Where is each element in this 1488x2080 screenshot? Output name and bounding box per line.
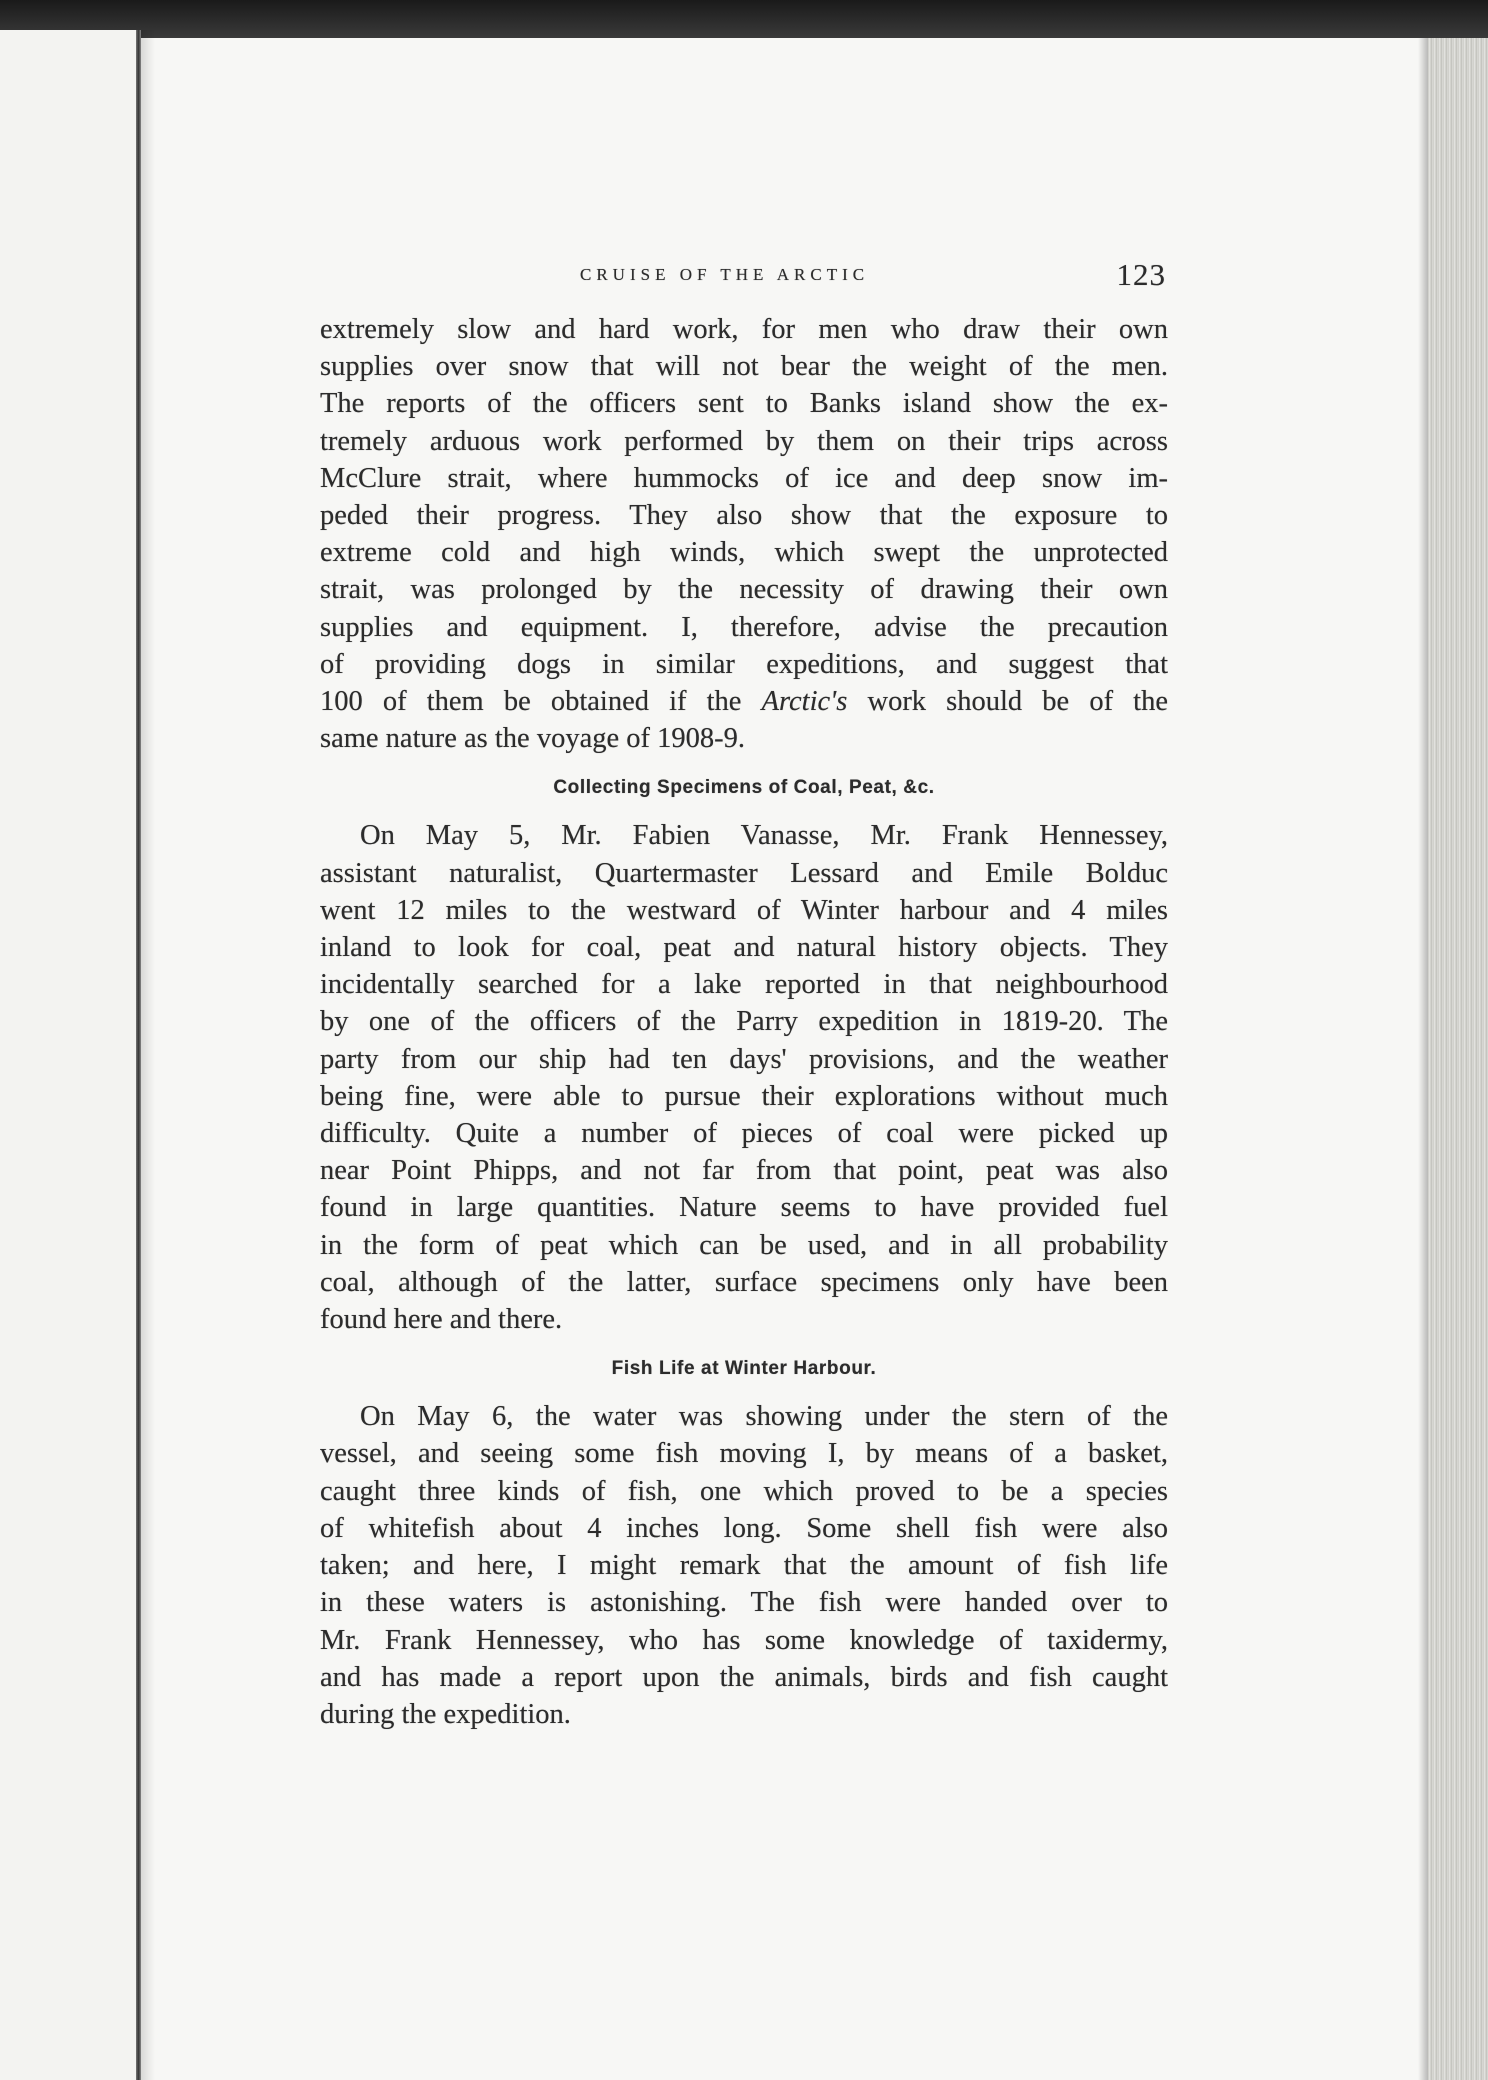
paragraph-fish-life [320,1398,1168,1733]
text-line: coal, although of the latter, surface specimens only have been [320,1266,1168,1298]
text-line: found here and there. [320,1304,563,1336]
text-line: On May 6, the water was showing under the stern of the [360,1401,1168,1433]
text-line: Mr. Frank Hennessey, who has some knowledge of taxidermy, [320,1624,1168,1656]
paragraph-coal-peat [320,817,1168,1338]
text-line: being fine, were able to pursue their explorations without much [320,1080,1168,1112]
page-number: 123 [1116,257,1166,292]
text-line: during the expedition. [320,1698,571,1730]
text-line: and has made a report upon the animals, birds and fish caught [320,1661,1168,1693]
text-line: by one of the officers of the Parry expedition in 1819-20. The [320,1006,1168,1038]
text-line: assistant naturalist, Quartermaster Lessard and Emile Bolduc [320,857,1168,889]
text-line: strait, was prolonged by the necessity of drawing their own [320,574,1168,606]
ship-name-italic: Arctic's [761,686,848,718]
text-line: in these waters is astonishing. The fish were handed over to [320,1587,1168,1619]
running-head [320,257,1168,311]
text-line: tremely arduous work performed by them on their trips across [320,425,1168,457]
text-segment: work should be of the [867,686,1168,718]
text-line: found in large quantities. Nature seems to have provided fuel [320,1192,1168,1224]
page-edge-shadow [1418,38,1428,2080]
text-line: of providing dogs in similar expeditions, and suggest that [320,648,1168,680]
text-line: vessel, and seeing some fish moving I, by means of a basket, [320,1438,1168,1470]
text-line-with-italic [320,683,1168,720]
scanner-top-border [0,0,1488,38]
text-line: caught three kinds of fish, one which proved to be a species [320,1475,1168,1507]
text-line: On May 5, Mr. Fabien Vanasse, Mr. Frank Hennessey, [360,820,1168,852]
text-line: party from our ship had ten days' provisions, and the weather [320,1043,1168,1075]
text-line: of whitefish about 4 inches long. Some shell fish were also [320,1512,1168,1544]
text-line: inland to look for coal, peat and natural history objects. They [320,932,1168,964]
text-line: difficulty. Quite a number of pieces of coal were picked up [320,1118,1168,1150]
text-line: extremely slow and hard work, for men who draw their own [320,314,1168,345]
text-line: McClure strait, where hummocks of ice and deep snow im- [320,462,1168,494]
text-line: incidentally searched for a lake reported in that neighbourhood [320,969,1168,1001]
text-line: taken; and here, I might remark that the amount of fish life [320,1550,1168,1582]
section-heading-coal: Collecting Specimens of Coal, Peat, &c. [553,777,935,799]
paragraph-continued [320,311,1168,757]
text-segment: 100 of them be obtained if the [320,686,742,718]
section-heading-fish: Fish Life at Winter Harbour. [611,1358,877,1380]
text-line: same nature as the voyage of 1908-9. [320,723,745,755]
text-line: The reports of the officers sent to Banks island show the ex- [320,388,1168,420]
text-line: in the form of peat which can be used, and in all probability [320,1229,1168,1261]
text-line: extreme cold and high winds, which swept the unprotected [320,537,1168,569]
text-line: went 12 miles to the westward of Winter harbour and 4 miles [320,894,1168,926]
running-title: CRUISE OF THE ARCTIC [580,265,870,284]
text-line: supplies and equipment. I, therefore, advise the precaution [320,611,1168,643]
text-line: near Point Phipps, and not far from that point, peat was also [320,1155,1168,1187]
facing-page-edge [0,30,140,2080]
book-page-edges [1428,38,1488,2080]
text-line: supplies over snow that will not bear the weight of the men. [320,351,1168,383]
text-line: peded their progress. They also show that the exposure to [320,500,1168,532]
gutter-shadow [141,30,155,2080]
book-page [320,257,1168,1733]
